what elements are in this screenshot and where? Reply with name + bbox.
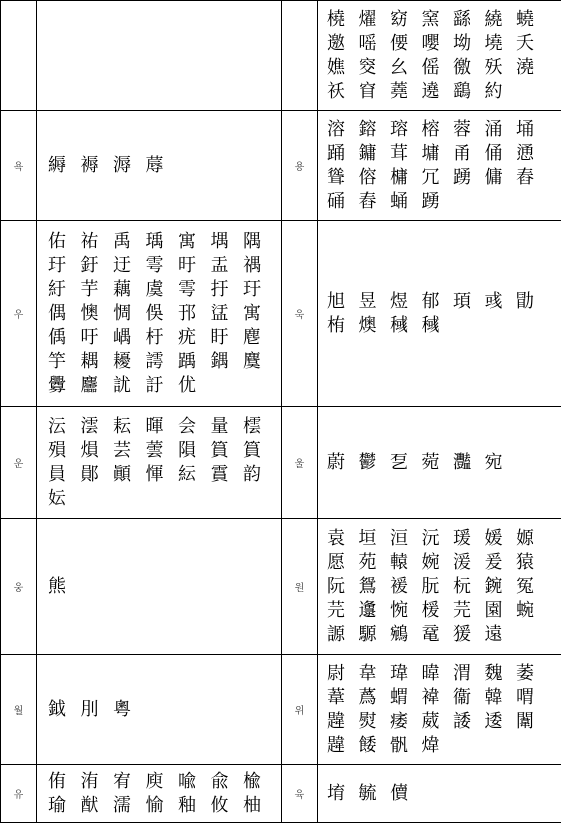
hanja-char: 篔 xyxy=(243,439,276,463)
hanja-char: 釉 xyxy=(178,794,211,818)
hanja-char: 溽 xyxy=(113,154,146,178)
hanja-char: 禑 xyxy=(243,254,276,278)
reading-cell-right: 욱 xyxy=(282,221,318,407)
hanja-char: 俁 xyxy=(146,302,179,326)
hanja-char: 嫶 xyxy=(327,56,359,80)
hanja-char: 楥 xyxy=(422,599,454,623)
hanja-char: 兪 xyxy=(211,770,244,794)
hanja-char: 瑀 xyxy=(146,230,179,254)
reading-cell-left: 웅 xyxy=(1,519,37,655)
hanja-char: 嚶 xyxy=(422,32,454,56)
hanja-char: 郁 xyxy=(422,290,454,314)
hanja-char: 鼋 xyxy=(422,623,454,647)
hanja-char: 騵 xyxy=(359,623,391,647)
hanja-char: 堉 xyxy=(327,782,359,806)
hanja-char: 濡 xyxy=(113,794,146,818)
hanja-char: 褘 xyxy=(422,686,454,710)
hanja-char: 澆 xyxy=(516,56,548,80)
hanja-char: 祅 xyxy=(327,80,359,104)
hanja-char: 婉 xyxy=(422,551,454,575)
hanja-char: 蜿 xyxy=(516,599,548,623)
hanja-char: 蓉 xyxy=(453,118,485,142)
hanja-char: 踽 xyxy=(178,350,211,374)
hanja-char: 踴 xyxy=(422,190,454,214)
hanja-char: 繇 xyxy=(453,8,485,32)
hanja-char: 偶 xyxy=(48,302,81,326)
hanja-cell-left xyxy=(37,519,282,655)
hanja-cell-left xyxy=(37,111,282,221)
hanja-char: 瑜 xyxy=(48,794,81,818)
hanja-char: 攸 xyxy=(211,794,244,818)
hanja-char: 傜 xyxy=(422,56,454,80)
hanja-char: 溶 xyxy=(327,118,359,142)
reading-cell-right: 울 xyxy=(282,407,318,519)
hanja-char: 縟 xyxy=(48,154,81,178)
table-row xyxy=(1,221,561,407)
hanja-char: 惲 xyxy=(146,463,179,487)
hanja-char: 茸 xyxy=(390,142,422,166)
hanja-char: 玗 xyxy=(48,254,81,278)
hanja-char: 窔 xyxy=(359,56,391,80)
hanja-char: 妘 xyxy=(48,487,81,511)
hanja-char: 朊 xyxy=(422,575,454,599)
hanja-char: 迂 xyxy=(113,254,146,278)
reading-cell-left: 우 xyxy=(1,221,37,407)
hanja-char: 煒 xyxy=(422,734,454,758)
hanja-char: 韵 xyxy=(243,463,276,487)
hanja-char: 惆 xyxy=(113,302,146,326)
hanja-char: 芫 xyxy=(453,599,485,623)
hanja-char: 葦 xyxy=(327,686,359,710)
hanja-char: 紆 xyxy=(48,278,81,302)
hanja-char: 渭 xyxy=(453,662,485,686)
hanja-char: 佑 xyxy=(48,230,81,254)
hanja-char: 蔿 xyxy=(359,686,391,710)
hanja-char: 魏 xyxy=(485,662,517,686)
hanja-char: 爰 xyxy=(485,551,517,575)
hanja-char: 邀 xyxy=(327,32,359,56)
hanja-char: 韙 xyxy=(327,710,359,734)
hanja-char: 釁 xyxy=(48,374,81,398)
hanja-char: 踊 xyxy=(327,142,359,166)
hanja-char: 麢 xyxy=(81,374,114,398)
hanja-char: 遶 xyxy=(422,80,454,104)
hanja-char: 鏞 xyxy=(359,142,391,166)
hanja-cell-left xyxy=(37,1,282,111)
hanja-char: 篔 xyxy=(211,439,244,463)
hanja-char: 彧 xyxy=(485,290,517,314)
hanja-char: 轅 xyxy=(390,551,422,575)
hanja-char: 衞 xyxy=(453,686,485,710)
table-body xyxy=(1,1,561,823)
hanja-char: 嗂 xyxy=(359,32,391,56)
reading-cell-right: 용 xyxy=(282,111,318,221)
hanja-char: 蝟 xyxy=(390,686,422,710)
hanja-cell-right xyxy=(318,765,561,823)
table-row xyxy=(1,655,561,765)
hanja-char: 芸 xyxy=(113,439,146,463)
reading-cell-left xyxy=(1,1,37,111)
hanja-char: 葳 xyxy=(422,710,454,734)
hanja-char: 訧 xyxy=(113,374,146,398)
hanja-char: 沅 xyxy=(422,527,454,551)
hanja-char: 麌 xyxy=(243,350,276,374)
hanja-char: 寓 xyxy=(243,302,276,326)
hanja-char: 橈 xyxy=(327,8,359,32)
hanja-char: 虞 xyxy=(146,278,179,302)
hanja-char: 傭 xyxy=(485,166,517,190)
hanja-char: 坳 xyxy=(453,32,485,56)
hanja-char: 庾 xyxy=(146,770,179,794)
hanja-char: 霣 xyxy=(211,463,244,487)
hanja-char: 暐 xyxy=(422,662,454,686)
hanja-char: 沄 xyxy=(48,415,81,439)
hanja-char: 諉 xyxy=(453,710,485,734)
hanja-char: 禹 xyxy=(113,230,146,254)
hanja-char: 鴛 xyxy=(359,575,391,599)
reading-cell-right xyxy=(282,1,318,111)
hanja-char: 瑋 xyxy=(390,662,422,686)
hanja-char: 喩 xyxy=(178,770,211,794)
hanja-char: 堣 xyxy=(211,230,244,254)
reading-cell-right: 원 xyxy=(282,519,318,655)
hanja-char: 燠 xyxy=(359,314,391,338)
hanja-char: 竽 xyxy=(48,350,81,374)
hanja-char: 夭 xyxy=(516,32,548,56)
hanja-char: 蛹 xyxy=(390,190,422,214)
hanja-char: 蔚 xyxy=(327,451,359,475)
hanja-char: 頊 xyxy=(453,290,485,314)
hanja-char: 媛 xyxy=(485,527,517,551)
hanja-char: 嵎 xyxy=(113,326,146,350)
hanja-char: 殞 xyxy=(48,439,81,463)
hanja-char: 埇 xyxy=(516,118,548,142)
hanja-char: 楡 xyxy=(243,770,276,794)
hanja-char: 俑 xyxy=(485,142,517,166)
hanja-char: 苑 xyxy=(359,551,391,575)
hanja-char: 繞 xyxy=(485,8,517,32)
hanja-char: 舂 xyxy=(516,166,548,190)
hanja-cell-left xyxy=(37,221,282,407)
hanja-char: 儥 xyxy=(390,782,422,806)
hanja-char: 員 xyxy=(48,463,81,487)
hanja-char: 鋺 xyxy=(485,575,517,599)
hanja-char: 粵 xyxy=(113,698,146,722)
hanja-char: 柚 xyxy=(243,794,276,818)
hanja-char: 澐 xyxy=(81,415,114,439)
hanja-char: 窅 xyxy=(359,80,391,104)
hanja-char: 惋 xyxy=(390,599,422,623)
hanja-char: 熉 xyxy=(81,439,114,463)
hanja-cell-right xyxy=(318,111,561,221)
hanja-char: 愉 xyxy=(146,794,179,818)
hanja-cell-right xyxy=(318,1,561,111)
hanja-char: 蕘 xyxy=(390,80,422,104)
hanja-char: 耰 xyxy=(113,350,146,374)
hanja-char: 隅 xyxy=(243,230,276,254)
hanja-char: 湲 xyxy=(453,551,485,575)
hanja-char: 燿 xyxy=(359,8,391,32)
hanja-char: 雩 xyxy=(178,278,211,302)
reading-cell-left: 월 xyxy=(1,655,37,765)
hanja-char: 垣 xyxy=(359,527,391,551)
hanja-char: 寓 xyxy=(178,230,211,254)
reading-cell-left: 운 xyxy=(1,407,37,519)
hanja-char: 釪 xyxy=(81,254,114,278)
hanja-char: 墝 xyxy=(485,32,517,56)
hanja-char: 踴 xyxy=(453,166,485,190)
hanja-char: 邍 xyxy=(359,599,391,623)
hanja-char: 鍝 xyxy=(211,350,244,374)
hanja-char: 鉞 xyxy=(48,698,81,722)
reading-cell-right: 위 xyxy=(282,655,318,765)
hanja-char: 乭 xyxy=(390,451,422,475)
hanja-char: 盱 xyxy=(211,326,244,350)
hanja-char: 韋 xyxy=(359,662,391,686)
hanja-char: 优 xyxy=(178,374,211,398)
hanja-char: 雩 xyxy=(146,254,179,278)
hanja-char: 芫 xyxy=(327,599,359,623)
hanja-char: 稶 xyxy=(422,314,454,338)
hanja-char: 約 xyxy=(485,80,517,104)
hanja-char: 逶 xyxy=(485,710,517,734)
hanja-char: 蓐 xyxy=(146,154,179,178)
hanja-char: 墉 xyxy=(422,142,454,166)
hanja-char: 窈 xyxy=(390,8,422,32)
hanja-char: 灩 xyxy=(453,451,485,475)
hanja-char: 稶 xyxy=(390,314,422,338)
hanja-char: 宛 xyxy=(485,451,517,475)
hanja-char: 扜 xyxy=(211,278,244,302)
hanja-char: 勖 xyxy=(516,290,548,314)
hanja-char: 懊 xyxy=(81,302,114,326)
hanja-char: 傛 xyxy=(359,166,391,190)
hanja-char: 紜 xyxy=(178,463,211,487)
hanja-char: 煜 xyxy=(390,290,422,314)
hanja-char: 訏 xyxy=(146,374,179,398)
hanja-char: 侑 xyxy=(48,770,81,794)
hanja-char: 阮 xyxy=(327,575,359,599)
hanja-char: 耦 xyxy=(81,350,114,374)
hanja-cell-right xyxy=(318,407,561,519)
hanja-char: 杬 xyxy=(453,575,485,599)
hanja-char: 瑢 xyxy=(390,118,422,142)
hanja-char: 吁 xyxy=(81,326,114,350)
hanja-char: 慂 xyxy=(516,142,548,166)
hanja-char: 冗 xyxy=(422,166,454,190)
hanja-char: 幺 xyxy=(390,56,422,80)
hanja-cell-right xyxy=(318,655,561,765)
hanja-char: 旭 xyxy=(327,290,359,314)
hanja-char: 餧 xyxy=(359,734,391,758)
hanja-char: 杅 xyxy=(146,326,179,350)
hanja-char: 橒 xyxy=(243,415,276,439)
hanja-char: 藕 xyxy=(113,278,146,302)
hanja-char: 闈 xyxy=(516,710,548,734)
hanja-char: 韙 xyxy=(327,734,359,758)
hanja-char: 洹 xyxy=(390,527,422,551)
table-row xyxy=(1,407,561,519)
hanja-char: 遠 xyxy=(485,623,517,647)
hanja-char: 骪 xyxy=(390,734,422,758)
hanja-char: 謣 xyxy=(146,350,179,374)
hanja-char: 徼 xyxy=(453,56,485,80)
hanja-cell-left xyxy=(37,407,282,519)
hanja-char: 聳 xyxy=(327,166,359,190)
hanja-char: 硧 xyxy=(327,190,359,214)
hanja-char: 暉 xyxy=(146,415,179,439)
hanja-char: 嫄 xyxy=(516,527,548,551)
hanja-char: 芋 xyxy=(81,278,114,302)
hanja-cell-right xyxy=(318,519,561,655)
hanja-char: 鄖 xyxy=(81,463,114,487)
hanja-char: 玗 xyxy=(243,278,276,302)
hanja-char: 槦 xyxy=(390,166,422,190)
hanja-char: 洧 xyxy=(81,770,114,794)
hanja-char: 褥 xyxy=(81,154,114,178)
hanja-char: 窯 xyxy=(422,8,454,32)
hanja-char: 偊 xyxy=(48,326,81,350)
hanja-char: 熨 xyxy=(359,710,391,734)
reading-cell-left: 유 xyxy=(1,765,37,823)
hanja-char: 旴 xyxy=(178,254,211,278)
hanja-cell-left xyxy=(37,655,282,765)
hanja-char: 鷂 xyxy=(453,80,485,104)
hanja-cell-left xyxy=(37,765,282,823)
hanja-char: 鬱 xyxy=(359,451,391,475)
hanja-char: 鎔 xyxy=(359,118,391,142)
hanja-char: 昱 xyxy=(359,290,391,314)
hanja-char: 盂 xyxy=(211,254,244,278)
hanja-char: 尉 xyxy=(327,662,359,686)
hanja-char: 麀 xyxy=(243,326,276,350)
table-row xyxy=(1,519,561,655)
table-row xyxy=(1,765,561,823)
hanja-char: 顚 xyxy=(113,463,146,487)
hanja-char: 偠 xyxy=(390,32,422,56)
hanja-char: 毓 xyxy=(359,782,391,806)
hanja-char: 袁 xyxy=(327,527,359,551)
hanja-char: 愿 xyxy=(327,551,359,575)
hanja-char: 褑 xyxy=(390,575,422,599)
hanja-char: 邘 xyxy=(178,302,211,326)
hanja-char: 園 xyxy=(485,599,517,623)
hanja-cell-right xyxy=(318,221,561,407)
hanja-char: 萎 xyxy=(516,662,548,686)
hanja-char: 鵷 xyxy=(390,623,422,647)
hanja-char: 猷 xyxy=(81,794,114,818)
hanja-char: 涌 xyxy=(485,118,517,142)
table-row xyxy=(1,1,561,111)
hanja-char: 会 xyxy=(178,415,211,439)
hanja-char: 熊 xyxy=(48,575,81,599)
hanja-char: 殀 xyxy=(485,56,517,80)
hanja-char: 疣 xyxy=(178,326,211,350)
hanja-char: 祐 xyxy=(81,230,114,254)
reading-cell-left: 욕 xyxy=(1,111,37,221)
hanja-char: 喟 xyxy=(516,686,548,710)
hanja-char: 韓 xyxy=(485,686,517,710)
hanja-char: 栯 xyxy=(327,314,359,338)
reading-cell-right: 육 xyxy=(282,765,318,823)
hanja-char: 蟯 xyxy=(516,8,548,32)
hanja-char: 榕 xyxy=(422,118,454,142)
hanja-char: 甬 xyxy=(453,142,485,166)
hanja-char: 瑗 xyxy=(453,527,485,551)
table-row xyxy=(1,111,561,221)
hanja-char: 冤 xyxy=(516,575,548,599)
hanja-char: 隕 xyxy=(178,439,211,463)
hanja-char: 量 xyxy=(211,415,244,439)
hanja-char: 痿 xyxy=(390,710,422,734)
hanja-char: 舂 xyxy=(359,190,391,214)
hanja-char: 猿 xyxy=(516,551,548,575)
hanja-char: 猨 xyxy=(453,623,485,647)
hanja-char: 蕓 xyxy=(146,439,179,463)
hanja-char: 耘 xyxy=(113,415,146,439)
hanja-char: 宥 xyxy=(113,770,146,794)
hanja-char: 謜 xyxy=(327,623,359,647)
hanja-char: 菀 xyxy=(422,451,454,475)
hanja-char: 刖 xyxy=(81,698,114,722)
hanja-char: 盓 xyxy=(211,302,244,326)
